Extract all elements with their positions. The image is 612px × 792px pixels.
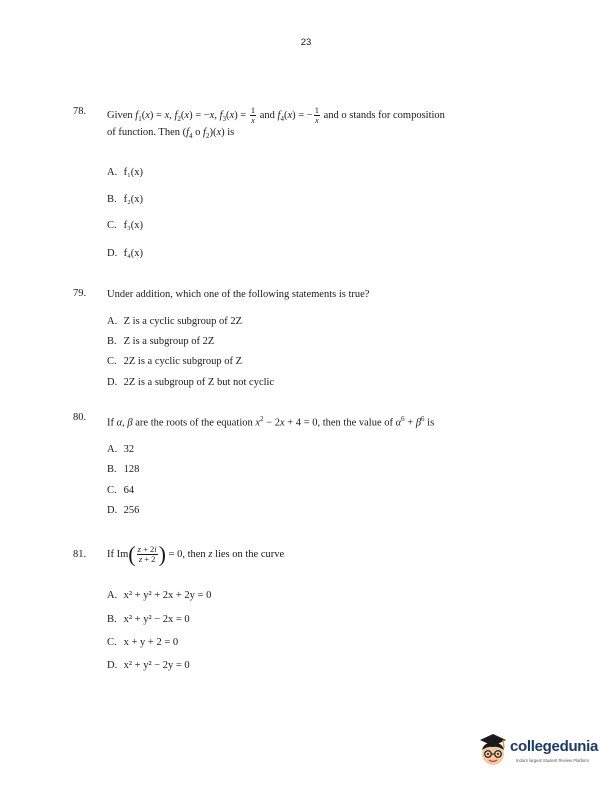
- option-79-c: C. 2Z is a cyclic subgroup of Z: [107, 356, 243, 367]
- option-81-c: C. x + y + 2 = 0: [107, 637, 179, 648]
- option-78-b: B. f₂(x): [107, 194, 144, 205]
- question-number: 79.: [73, 288, 87, 299]
- question-stem: If α, β are the roots of the equation $x^2 - 2x + 4 = 0$, then the value of $\alpha^6 + \beta^6$ is: [107, 415, 435, 429]
- option-78-c: C. f₃(x): [107, 220, 144, 231]
- option-79-a: A. Z is a cyclic subgroup of 2Z: [107, 316, 243, 327]
- option-79-b: B. Z is a subgroup of 2Z: [107, 336, 215, 347]
- option-80-a: A. 32: [107, 444, 135, 455]
- option-78-a: A. f₁(x): [107, 167, 144, 178]
- option-81-d: D. x² + y² − 2y = 0: [107, 660, 190, 671]
- collegedunia-logo: [476, 728, 606, 774]
- question-stem: If Im( $\frac{z + 2i}{z + 2}$ ) = 0, then z lies on the curve: [107, 541, 285, 567]
- question-stem: Under addition, which one of the following statements is true?: [107, 289, 370, 300]
- question-number: 78.: [73, 106, 87, 117]
- logo-wordmark: collegedunia: [510, 738, 599, 755]
- logo-tagline: India's largest Student Review Platform: [516, 758, 589, 763]
- option-80-d: D. 256: [107, 505, 140, 516]
- graduate-mascot-icon: [476, 730, 510, 770]
- question-stem: Given $f_1(x) = x$, $f_2(x) = -x$, $f_3(x)$ = $\frac{1}{x}$ and $f_4(x)$ = − $\frac{1}{x}$ and o stands for composition of function. Then ($f_4$ o $f_2)(x)$ is: [107, 105, 445, 141]
- page-number: 23: [300, 37, 312, 48]
- option-81-a: A. x² + y² + 2x + 2y = 0: [107, 590, 212, 601]
- question-number: 81.: [73, 549, 87, 560]
- question-number: 80.: [73, 412, 87, 423]
- option-81-b: B. x² + y² − 2x = 0: [107, 614, 190, 625]
- option-80-b: B. 128: [107, 464, 140, 475]
- option-80-c: C. 64: [107, 485, 135, 496]
- option-78-d: D. f₄(x): [107, 248, 144, 259]
- option-79-d: D. 2Z is a subgroup of Z but not cyclic: [107, 377, 275, 388]
